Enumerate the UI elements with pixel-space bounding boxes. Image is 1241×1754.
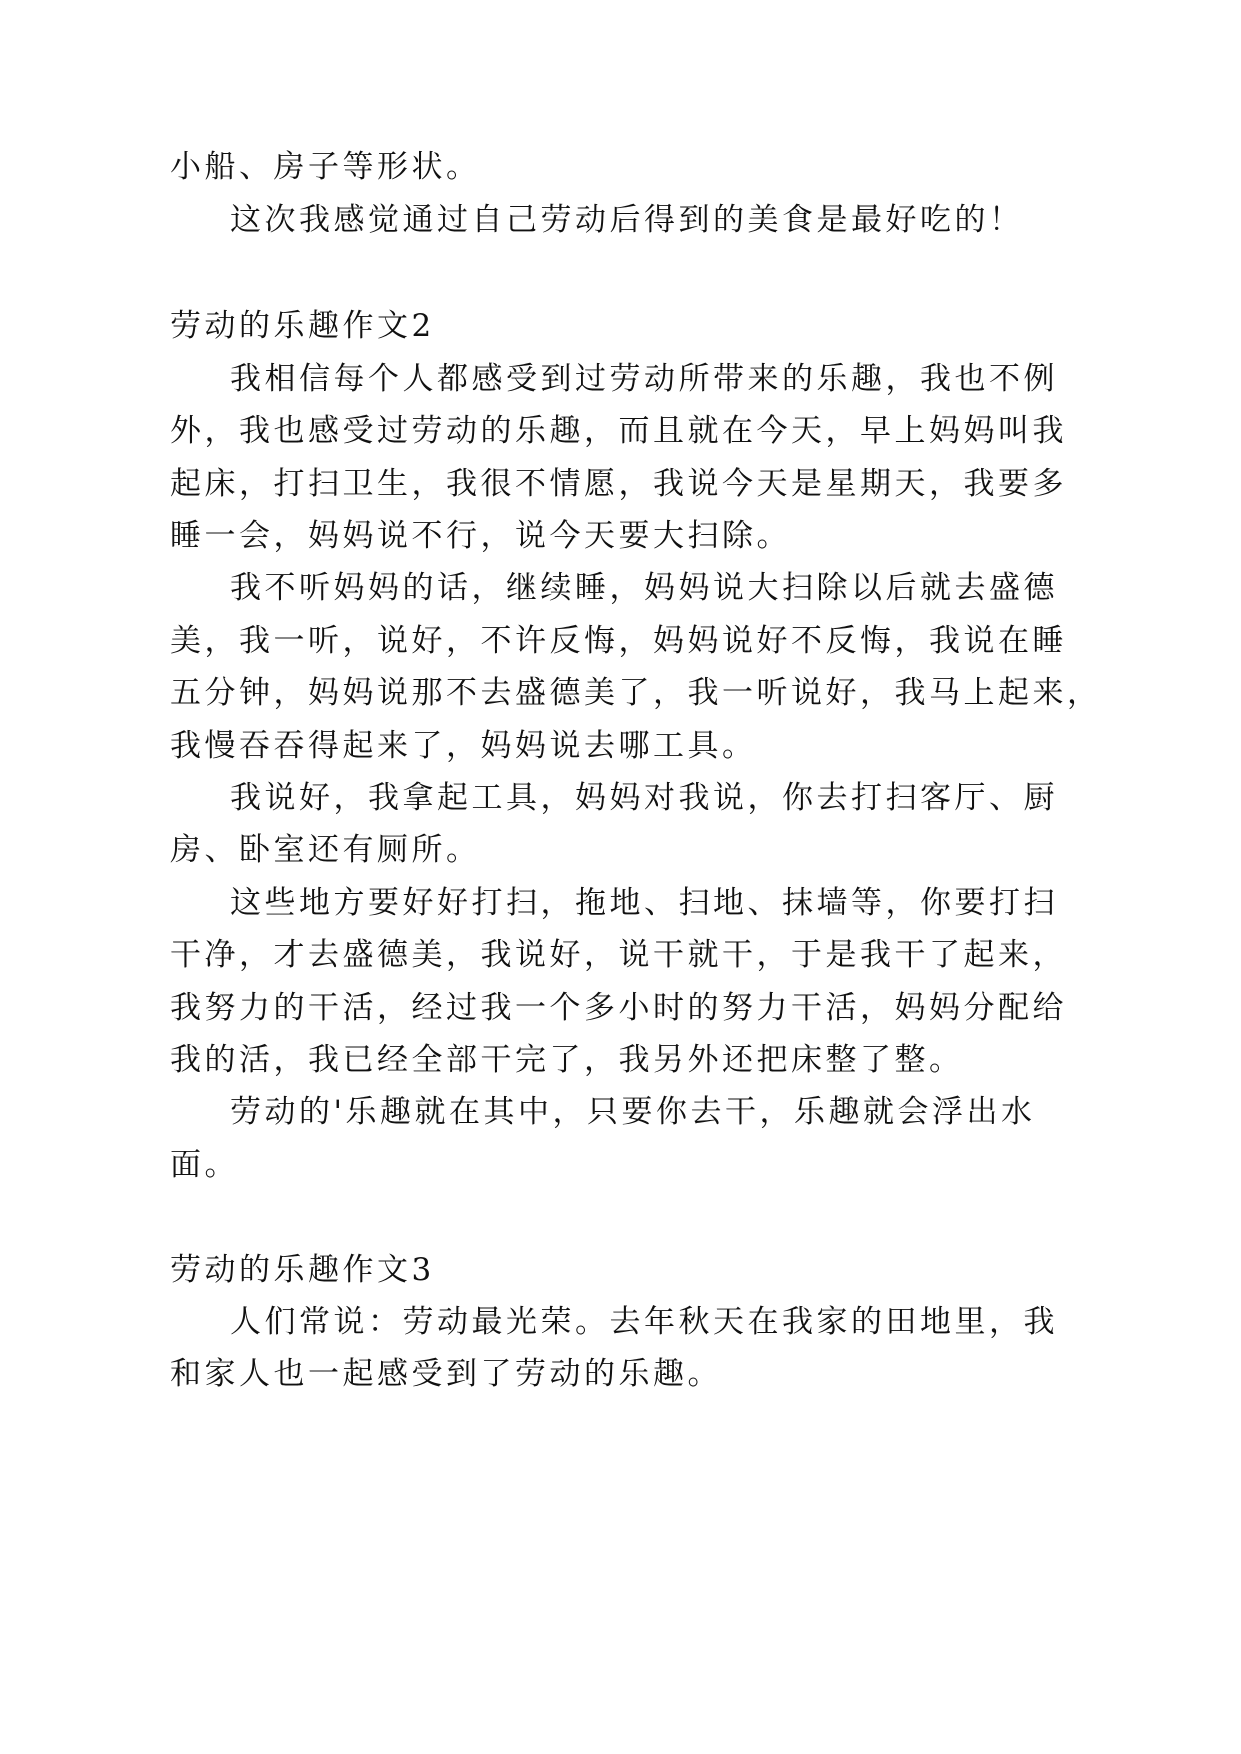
paragraph-line: 面。 xyxy=(170,1147,239,1183)
paragraph-line: 我不听妈妈的话，继续睡，妈妈说大扫除以后就去盛德 xyxy=(230,570,1058,606)
paragraph-line: 房、卧室还有厕所。 xyxy=(170,832,481,868)
paragraph-line: 劳动的'乐趣就在其中，只要你去干，乐趣就会浮出水 xyxy=(230,1094,1036,1130)
paragraph-line: 外，我也感受过劳动的乐趣，而且就在今天，早上妈妈叫我 xyxy=(170,413,1067,449)
paragraph-line: 起床，打扫卫生，我很不情愿，我说今天是星期天，我要多 xyxy=(170,466,1067,502)
paragraph-line: 我说好，我拿起工具，妈妈对我说，你去打扫客厅、厨 xyxy=(230,780,1058,816)
essay2-heading: 劳动的乐趣作文2 xyxy=(170,308,435,344)
paragraph-line: 我相信每个人都感受到过劳动所带来的乐趣，我也不例 xyxy=(230,361,1058,397)
paragraph-line: 五分钟，妈妈说那不去盛德美了，我一听说好，我马上起来， xyxy=(170,675,1102,711)
paragraph-line: 美，我一听，说好，不许反悔，妈妈说好不反悔，我说在睡 xyxy=(170,623,1067,659)
paragraph-line: 我慢吞吞得起来了，妈妈说去哪工具。 xyxy=(170,728,757,764)
paragraph-line: 这些地方要好好打扫，拖地、扫地、抹墙等，你要打扫 xyxy=(230,885,1058,921)
essay3-heading: 劳动的乐趣作文3 xyxy=(170,1252,435,1288)
paragraph-line: 睡一会，妈妈说不行，说今天要大扫除。 xyxy=(170,518,791,554)
paragraph-line: 人们常说：劳动最光荣。去年秋天在我家的田地里，我 xyxy=(230,1304,1058,1340)
closing-line: 这次我感觉通过自己劳动后得到的美食是最好吃的！ xyxy=(230,202,1024,238)
paragraph-line: 我努力的干活，经过我一个多小时的努力干活，妈妈分配给 xyxy=(170,990,1067,1026)
continuation-line: 小船、房子等形状。 xyxy=(170,149,481,185)
paragraph-line: 干净，才去盛德美，我说好，说干就干，于是我干了起来， xyxy=(170,937,1067,973)
paragraph-line: 我的活，我已经全部干完了，我另外还把床整了整。 xyxy=(170,1042,964,1078)
paragraph-line: 和家人也一起感受到了劳动的乐趣。 xyxy=(170,1356,722,1392)
